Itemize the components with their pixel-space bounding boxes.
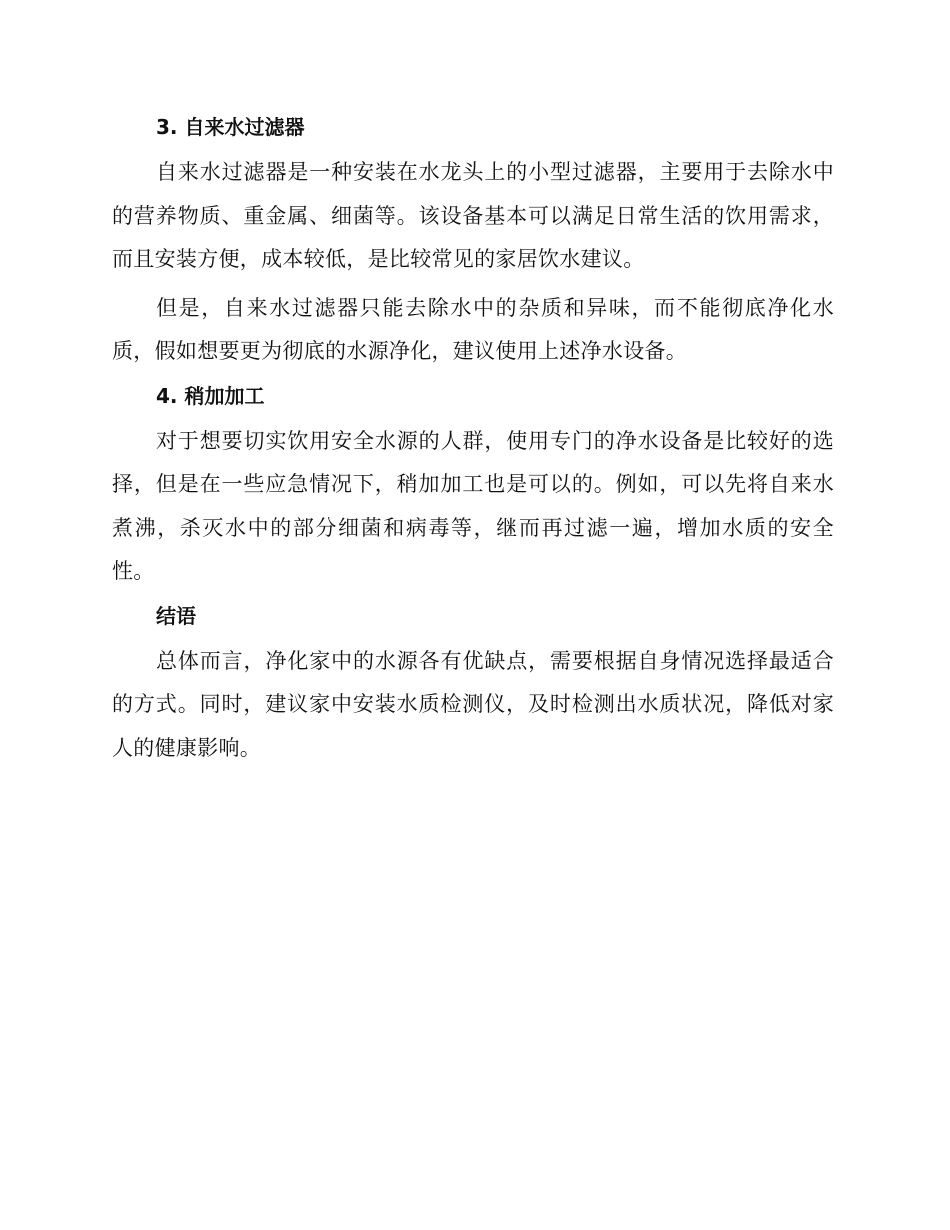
paragraph-conclusion: 总体而言，净化家中的水源各有优缺点，需要根据自身情况选择最适合的方式。同时，建议家中安装水质检测仪，及时检测出水质状况，降低对家人的健康影响。 bbox=[112, 648, 834, 760]
paragraph-processing: 对于想要切实饮用安全水源的人群，使用专门的净水设备是比较好的选择，但是在一些应急情况下，稍加加工也是可以的。例如，可以先将自来水煮沸，杀灭水中的部分细菌和病毒等，继而再过滤一遍，增加水质的安全性。 bbox=[112, 428, 834, 583]
section-heading-tap-filter: 3. 自来水过滤器 bbox=[156, 115, 305, 139]
paragraph-tap-filter-limit: 但是，自来水过滤器只能去除水中的杂质和异味，而不能彻底净化水质，假如想要更为彻底的水源净化，建议使用上述净水设备。 bbox=[112, 295, 834, 363]
paragraph-tap-filter-intro: 自来水过滤器是一种安装在水龙头上的小型过滤器，主要用于去除水中的营养物质、重金属、细菌等。该设备基本可以满足日常生活的饮用需求，而且安装方便，成本较低，是比较常见的家居饮水建议。 bbox=[112, 160, 834, 271]
section-heading-conclusion: 结语 bbox=[156, 603, 196, 628]
document-page bbox=[112, 110, 834, 770]
section-heading-processing: 4. 稍加加工 bbox=[156, 383, 265, 408]
